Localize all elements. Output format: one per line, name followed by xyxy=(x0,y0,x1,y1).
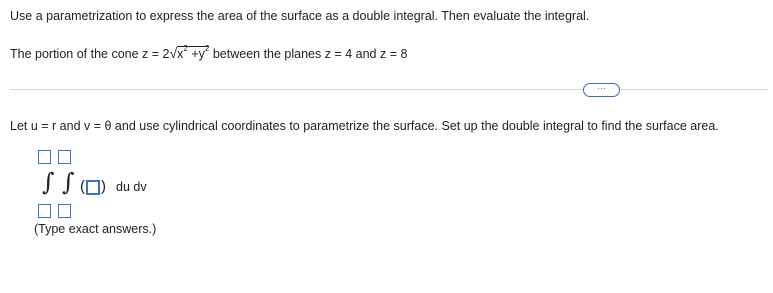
problem-suffix: between the planes z = 4 and z = 8 xyxy=(209,47,408,61)
radicand-x: x xyxy=(177,47,184,61)
integrand-box[interactable] xyxy=(86,180,100,195)
cone-z-equals: z = 2 xyxy=(142,47,170,61)
parametrization-instruction: Let u = r and v = θ and use cylindrical coordinates to parametrize the surface. Set up the double integral to find the surface area. xyxy=(10,119,719,133)
more-options-button[interactable]: ··· xyxy=(583,83,620,97)
outer-lower-limit-box[interactable] xyxy=(38,204,51,218)
section-divider xyxy=(10,89,612,90)
outer-integral-sign: ∫ xyxy=(42,168,55,196)
inner-upper-limit-box[interactable] xyxy=(58,150,71,164)
close-paren: ) xyxy=(101,178,106,195)
section-divider-right xyxy=(618,89,768,90)
sqrt-symbol: √ xyxy=(169,45,178,61)
problem-statement xyxy=(10,45,407,61)
open-paren: ( xyxy=(80,178,85,195)
radicand xyxy=(177,46,209,61)
differentials: du dv xyxy=(116,180,147,194)
y-exponent: 2 xyxy=(204,44,210,53)
problem-prefix: The portion of the cone xyxy=(10,47,143,61)
instruction-text: Use a parametrization to express the area of the surface as a double integral. Then evaluate the integral. xyxy=(10,9,590,23)
hint-text: (Type exact answers.) xyxy=(34,222,157,236)
inner-lower-limit-box[interactable] xyxy=(58,204,71,218)
radicand-plus-y: +y xyxy=(187,47,205,61)
x-exponent: 2 xyxy=(183,44,188,53)
outer-upper-limit-box[interactable] xyxy=(38,150,51,164)
inner-integral-sign: ∫ xyxy=(62,168,75,196)
